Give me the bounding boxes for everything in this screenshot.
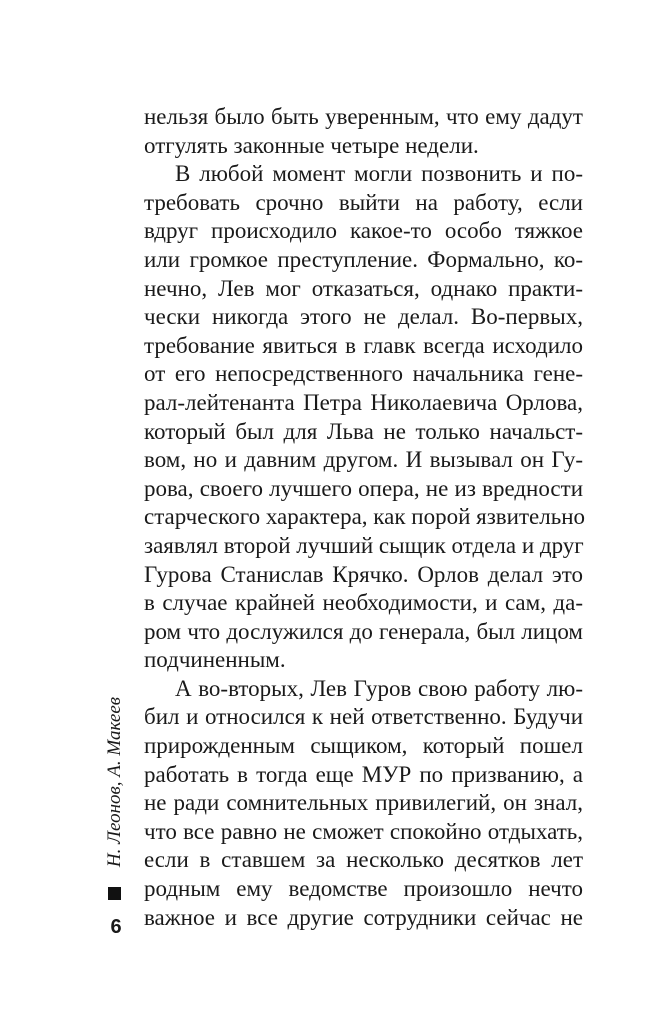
page-number: 6 <box>110 916 122 938</box>
text-line: или громкое преступление. Формально, ко- <box>144 246 583 272</box>
text-line: важное и все другие сотрудники сейчас не <box>144 904 583 930</box>
text-line: рова, своего лучшего опера, не из вредности <box>144 475 583 501</box>
text-line: нельзя было быть уверенным, что ему дадут <box>144 104 583 129</box>
text-line: нечно, Лев мог отказаться, однако практи- <box>144 275 583 301</box>
text-line: в случае крайней необходимости, и сам, да- <box>144 590 583 616</box>
text-line: от его непосредственного начальника гене- <box>144 361 583 387</box>
text-line: родным ему ведомстве произошло нечто <box>144 876 583 902</box>
text-line: прирожденным сыщиком, который пошел <box>144 733 583 759</box>
text-line: чески никогда этого не делал. Во-первых, <box>144 304 583 330</box>
running-head <box>88 697 128 897</box>
body-text <box>144 103 583 932</box>
text-line: вом, но и давним другом. И вызывал он Гу- <box>144 447 583 473</box>
text-line: старческого характера, как порой язвительно <box>144 504 585 530</box>
text-line: не ради сомнительных привилегий, он знал, <box>144 790 583 816</box>
text-line: отгулять законные четыре недели. <box>144 132 479 158</box>
text-line: вдруг происходило какое-то особо тяжкое <box>144 218 583 244</box>
text-line: требование явиться в главк всегда исходило <box>144 332 583 358</box>
paragraph-start-line: В любой момент могли позвонить и по- <box>175 161 583 187</box>
paragraph-start-line: А во-вторых, Лев Гуров свою работу лю- <box>175 675 583 701</box>
text-line: требовать срочно выйти на работу, если <box>144 189 583 215</box>
page-marker-square <box>108 887 121 900</box>
text-line: если в ставшем за несколько десятков лет <box>144 847 583 873</box>
text-line: что все равно не сможет спокойно отдыхать, <box>144 818 583 844</box>
text-line: который был для Льва не только начальст- <box>144 418 583 444</box>
text-line: Гурова Станислав Крячко. Орлов делал это <box>144 561 583 587</box>
text-line: рал-лейтенанта Петра Николаевича Орлова, <box>144 389 583 415</box>
text-line: работать в тогда еще МУР по призванию, а <box>144 761 583 787</box>
running-head-authors: Н. Леонов, А. Макеев <box>104 697 125 868</box>
text-line: подчиненным. <box>144 647 286 673</box>
text-line: ром что дослужился до генерала, был лицом <box>144 618 583 644</box>
text-line: заявлял второй лучший сыщик отдела и друг <box>144 532 584 558</box>
text-line: бил и относился к ней ответственно. Будучи <box>144 704 583 730</box>
